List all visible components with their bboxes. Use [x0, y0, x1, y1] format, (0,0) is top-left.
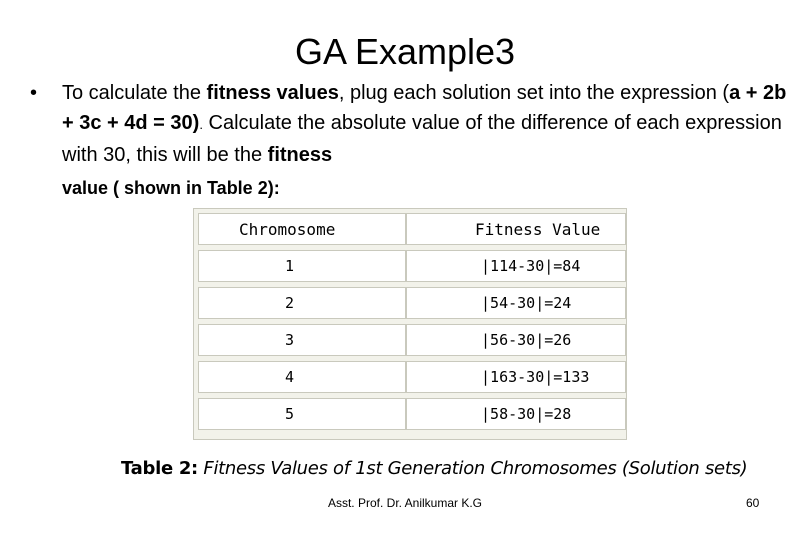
- fitness-cell: |114-30|=84: [406, 250, 626, 282]
- fitness-cell: |56-30|=26: [406, 324, 626, 356]
- chromosome-cell: 5: [198, 398, 406, 430]
- bullet-text-1: To calculate the: [62, 82, 207, 104]
- table-row: [198, 324, 626, 356]
- fitness-cell: |58-30|=28: [406, 398, 626, 430]
- page-number: 60: [746, 496, 760, 510]
- footer-author: Asst. Prof. Dr. Anilkumar K.G: [327, 496, 483, 510]
- caption-text: Fitness Values of 1st Generation Chromosomes (Solution sets): [197, 458, 748, 479]
- caption-label: Table 2:: [121, 458, 198, 479]
- bullet-bold-fitness-values: fitness values: [206, 82, 339, 104]
- table-caption: [121, 458, 747, 479]
- bullet-bold-fitness: fitness: [267, 144, 333, 166]
- table-row: [198, 287, 626, 319]
- bullet-text-3: Calculate the absolute value of the difference of each expression with 30, this will be the: [62, 112, 782, 166]
- chromosome-cell: 4: [198, 361, 406, 393]
- bullet-text-2: , plug each solution set into the expression (: [338, 82, 730, 104]
- fitness-cell: |54-30|=24: [406, 287, 626, 319]
- bullet-text-period: .: [199, 117, 203, 132]
- fitness-cell: |163-30|=133: [406, 361, 626, 393]
- chromosome-cell: 2: [198, 287, 406, 319]
- header-chromosome: Chromosome: [198, 213, 406, 245]
- table-header-row: [198, 213, 626, 245]
- chromosome-cell: 1: [198, 250, 406, 282]
- slide-title: GA Example3: [294, 31, 516, 72]
- chromosome-cell: 3: [198, 324, 406, 356]
- fitness-table: [193, 208, 627, 440]
- table-row: [198, 398, 626, 430]
- table-row: [198, 250, 626, 282]
- bullet-bold-value-line: value ( shown in Table 2):: [62, 178, 280, 198]
- header-fitness-value: Fitness Value: [406, 213, 626, 245]
- bullet-dot: •: [30, 82, 38, 104]
- table-row: [198, 361, 626, 393]
- bullet-paragraph: [30, 78, 790, 203]
- bullet-bold-expression: a + 2b + 3c + 4d = 30): [62, 82, 787, 134]
